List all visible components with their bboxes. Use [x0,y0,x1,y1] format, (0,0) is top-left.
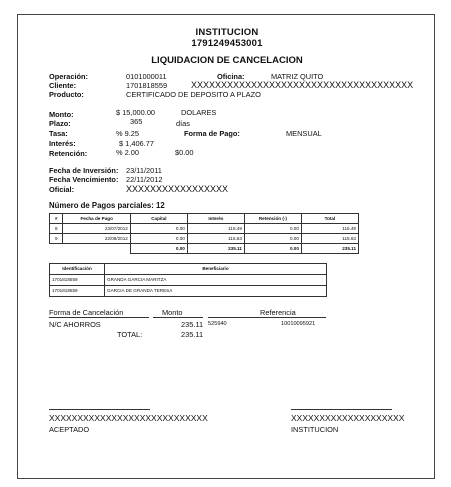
retencion-pct: % 2.00 [116,148,140,157]
col-total: Total [301,214,358,224]
forma-cancelacion-header: Forma de Cancelación [49,308,124,317]
row-total: 115.49 [301,224,358,234]
total-label: TOTAL: [117,330,143,339]
totals-spacer [63,244,130,254]
row-retencion: 0.00 [244,234,301,244]
referencia-header: Referencia [260,308,296,317]
document-title: LIQUIDACION DE CANCELACION [151,55,303,66]
cancellation-divider-right [208,317,326,318]
table-row [50,224,359,234]
interes-value: $ 1,406.77 [119,139,154,148]
beneficiary-name: GARCIA DE GRANDA TERESA [105,286,327,297]
totals-spacer [50,244,63,254]
col-beneficiario: Beneficiario [105,264,327,275]
cliente-name: XXXXXXXXXXXXXXXXXXXXXXXXXXXXXXXXXXXXX [191,80,414,90]
table-row [50,234,359,244]
monto-label: Monto: [49,110,74,119]
cliente-label: Cliente: [49,81,77,90]
total-retencion: 0.00 [244,244,301,254]
monto-currency: DOLARES [181,108,217,117]
payments-table [49,213,359,254]
col-retencion: Retención (-) [244,214,301,224]
forma-pago-value: MENSUAL [286,129,322,138]
row-interes: 115.63 [187,234,244,244]
inversion-value: 23/11/2011 [126,166,162,175]
payments-count-label: Número de Pagos parciales: 12 [49,201,165,210]
oficina-label: Oficina: [217,72,245,81]
signature-right-label: INSTITUCION [291,425,339,434]
row-total: 115.63 [301,234,358,244]
plazo-label: Plazo: [49,119,71,128]
signature-line-left [49,409,150,410]
forma-pago-label: Forma de Pago: [184,129,240,138]
row-retencion: 0.00 [244,224,301,234]
table-row [50,275,327,286]
tasa-label: Tasa: [49,129,68,138]
inversion-label: Fecha de Inversión: [49,166,119,175]
cancellation-divider-mid [153,317,203,318]
col-interes: Interés [187,214,244,224]
beneficiaries-table [49,263,327,297]
beneficiary-id: 1701818559 [50,286,105,297]
retencion-label: Retención: [49,149,88,158]
beneficiary-name: GRANDA GARCIA MARITZA [105,275,327,286]
beneficiaries-header-row [50,264,327,275]
table-row [50,286,327,297]
plazo-value: 365 [130,117,143,126]
monto-value: $ 15,000.00 [116,108,156,117]
forma-cancelacion-value: N/C AHORROS [49,320,101,329]
oficina-value: MATRIZ QUITO [271,72,324,81]
signature-left-name: XXXXXXXXXXXXXXXXXXXXXXXXXXXX [49,413,208,423]
referencia-code: 525940 [208,321,227,327]
signature-right-name: XXXXXXXXXXXXXXXXXXXX [291,413,405,423]
referencia-value: 10010095921 [281,321,316,327]
total-interes: 235.11 [187,244,244,254]
signature-left-label: ACEPTADO [49,425,90,434]
col-fecha-pago: Fecha de Pago [63,214,130,224]
row-number: 8 [50,224,63,234]
operacion-label: Operación: [49,72,89,81]
col-capital: Capital [130,214,187,224]
row-capital: 0.00 [130,224,187,234]
institution-id: 1791249453001 [191,38,263,49]
payments-totals-row [50,244,359,254]
interes-label: Interés: [49,139,76,148]
institution-name: INSTITUCION [195,27,259,38]
beneficiary-id: 1701818559 [50,275,105,286]
total-capital: 0.00 [130,244,187,254]
oficial-value: XXXXXXXXXXXXXXXXX [126,184,229,194]
oficial-label: Oficial: [49,185,75,194]
row-interes: 115.49 [187,224,244,234]
producto-value: CERTIFICADO DE DEPOSITO A PLAZO [126,90,261,99]
row-date: 22/08/2012 [63,234,130,244]
signature-line-right [291,409,392,410]
retencion-value: $0.00 [175,148,194,157]
total-value: 235.11 [181,330,204,339]
producto-label: Producto: [49,90,84,99]
cancellation-divider-left [49,317,149,318]
plazo-unit: días [176,119,190,128]
monto-header: Monto [162,308,183,317]
row-capital: 0.00 [130,234,187,244]
cliente-value: 1701818559 [126,81,168,90]
tasa-value: % 9.25 [116,129,140,138]
total-total: 235.11 [301,244,358,254]
operacion-value: 0101000011 [126,72,167,81]
payments-header-row [50,214,359,224]
row-number: 9 [50,234,63,244]
document-page [17,14,435,479]
cancelacion-monto-value: 235.11 [181,320,204,329]
row-date: 23/07/2012 [63,224,130,234]
col-identificacion: Identificación [50,264,105,275]
vencimiento-value: 22/11/2012 [126,175,163,184]
col-number: # [50,214,63,224]
vencimiento-label: Fecha Vencimiento: [49,175,119,184]
